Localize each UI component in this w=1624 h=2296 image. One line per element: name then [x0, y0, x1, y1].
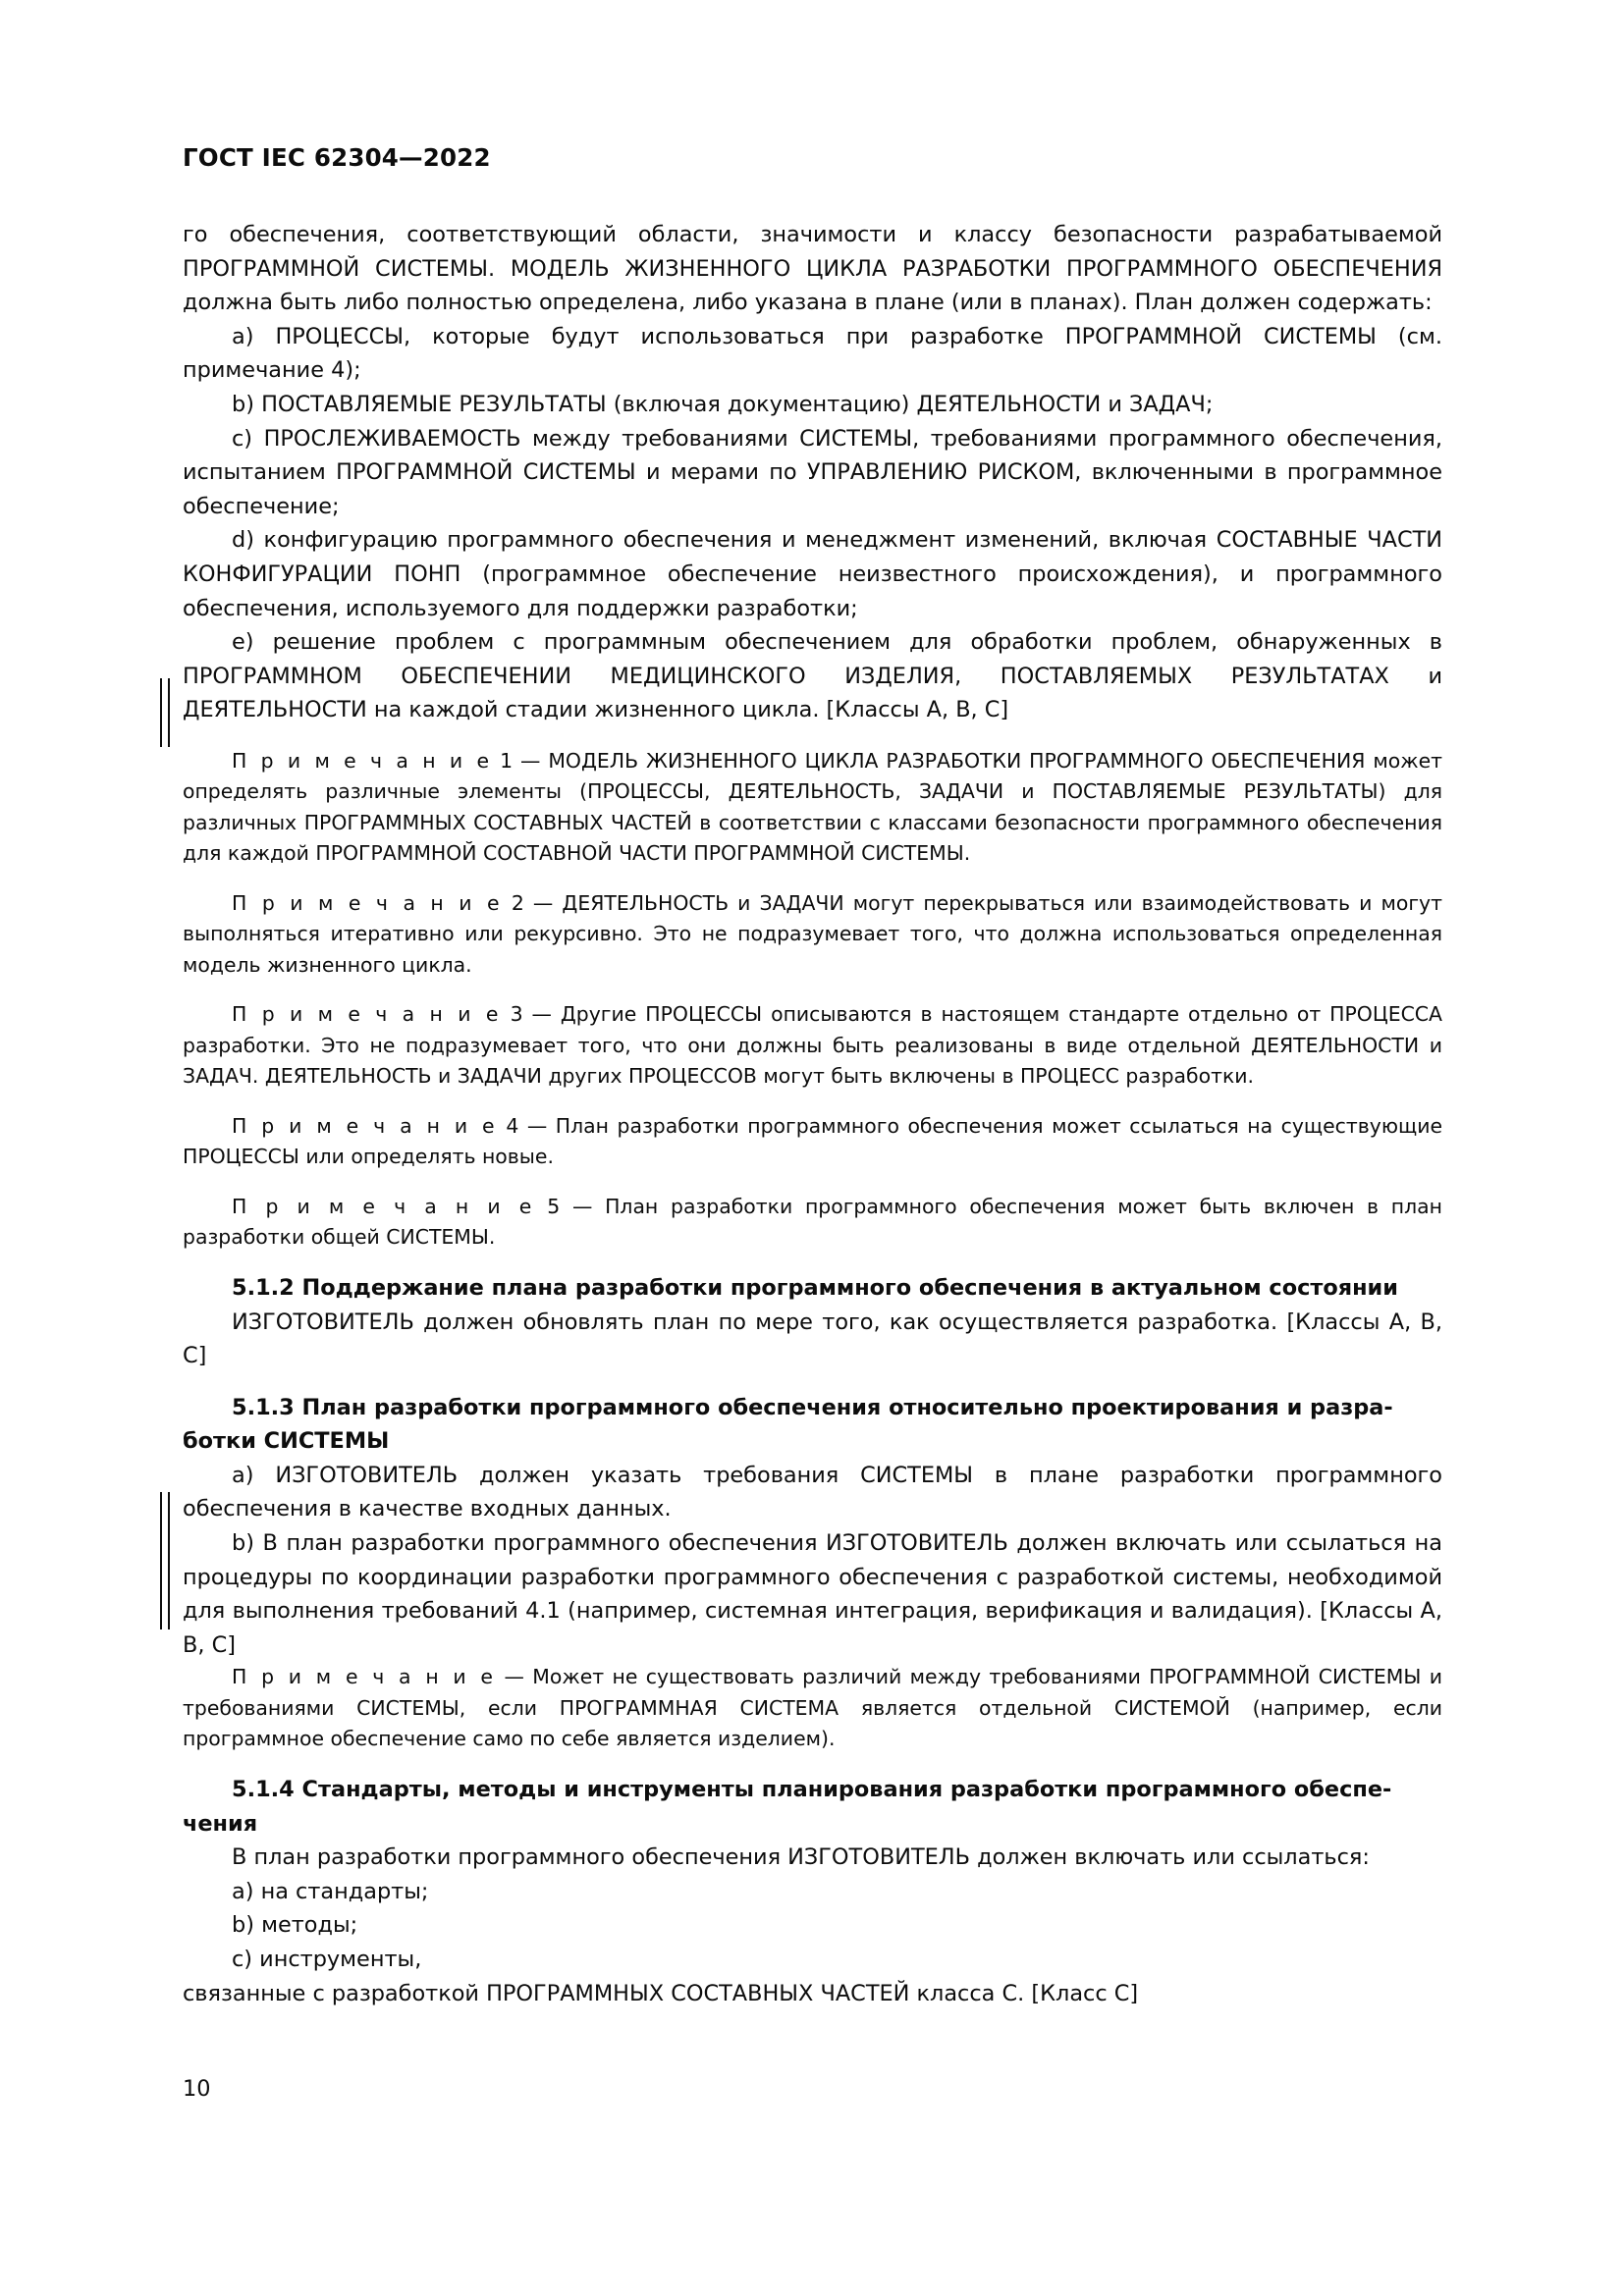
list-item-d: d) конфигурацию программного обеспечения и менеджмент изменений, включая СОСТАВНЫЕ ЧАСТИ КОНФИГУРАЦИИ ПОНП (программное обеспечение неизвестного происхождения), и программного обеспечения, используемого для поддержки разработки; [183, 527, 1442, 621]
heading-5-1-2: 5.1.2 Поддержание плана разработки программного обеспечения в актуальном состоянии [232, 1274, 1398, 1301]
paragraph-5-1-3-a: a) ИЗГОТОВИТЕЛЬ должен указать требования СИСТЕМЫ в плане разработки программного обеспечения в качестве входных данных. [183, 1462, 1442, 1522]
page-header: ГОСТ IEC 62304—2022 [183, 143, 491, 172]
note-5 [183, 1192, 1442, 1254]
note-1-label: П р и м е ч а н и е [232, 748, 493, 773]
note-5-1-3 [183, 1662, 1442, 1755]
heading-5-1-3-line1: 5.1.3 План разработки программного обеспечения относительно проектирования и разра- [232, 1394, 1393, 1420]
heading-5-1-4-line1: 5.1.4 Стандарты, методы и инструменты планирования разработки программного обеспе- [232, 1776, 1392, 1802]
note-3 [183, 999, 1442, 1093]
paragraph-5-1-3-b: b) В план разработки программного обеспечения ИЗГОТОВИТЕЛЬ должен включать или ссылаться на процедуры по координации разработки программного обеспечения с разработкой системы, необходимой для выполнения требований 4.1 (например, системная интеграция, верификация и валидация). [Классы A, B, C] [183, 1530, 1442, 1658]
note-3-label: П р и м е ч а н и е [232, 1002, 502, 1027]
note-1 [183, 746, 1442, 870]
note-5-label: П р и м е ч а н и е [232, 1194, 535, 1218]
list-item-a: a) ПРОЦЕССЫ, которые будут использоваться при разработке ПРОГРАММНОЙ СИСТЕМЫ (см. примечание 4); [183, 323, 1442, 384]
list-item-5-1-4-a: a) на стандарты; [232, 1878, 429, 1904]
list-item-e: e) решение проблем с программным обеспечением для обработки проблем, обнаруженных в ПРОГРАММНОМ ОБЕСПЕЧЕНИИ МЕДИЦИНСКОГО ИЗДЕЛИЯ, ПОСТАВЛЯЕМЫХ РЕЗУЛЬТАТАХ и ДЕЯТЕЛЬНОСТИ на каждой стадии жизненного цикла. [Классы A, B, C] [183, 629, 1442, 723]
note-4 [183, 1111, 1442, 1173]
heading-5-1-3-line2: ботки СИСТЕМЫ [183, 1428, 390, 1455]
change-bar-marker [160, 1492, 170, 1629]
list-item-b: b) ПОСТАВЛЯЕМЫЕ РЕЗУЛЬТАТЫ (включая документацию) ДЕЯТЕЛЬНОСТИ и ЗАДАЧ; [232, 391, 1214, 417]
list-item-5-1-4-c: c) инструменты, [232, 1946, 422, 1972]
page-number: 10 [183, 2076, 211, 2102]
paragraph-5-1-2: ИЗГОТОВИТЕЛЬ должен обновлять план по мере того, как осуществляется разработка. [Классы A, B, C] [183, 1308, 1442, 1369]
page-content [183, 218, 1442, 2010]
list-item-c: c) ПРОСЛЕЖИВАЕМОСТЬ между требованиями СИСТЕМЫ, требованиями программного обеспечения, испытанием ПРОГРАММНОЙ СИСТЕМЫ и мерами по УПРАВЛЕНИЮ РИСКОМ, включенными в программное обеспечение; [183, 425, 1442, 519]
heading-5-1-4-line2: чения [183, 1810, 258, 1837]
paragraph-5-1-4-intro: В план разработки программного обеспечения ИЗГОТОВИТЕЛЬ должен включать или ссылаться: [232, 1844, 1370, 1871]
note-5-1-3-label: П р и м е ч а н и е [232, 1665, 497, 1689]
note-5-1-3-text: — Может не существовать различий между требованиями ПРОГРАММНОЙ СИСТЕМЫ и требованиями СИСТЕМЫ, если ПРОГРАММНАЯ СИСТЕМА является отдельной СИСТЕМОЙ (например, если программное обеспечение само по себе является изделием). [183, 1665, 1443, 1751]
note-3-text: 3 — Другие ПРОЦЕССЫ описываются в настоящем стандарте отдельно от ПРОЦЕССА разработки. Это не подразумевает того, что они должны быть реализованы в виде отдельной ДЕЯТЕЛЬНОСТИ и ЗАДАЧ. ДЕЯТЕЛЬНОСТЬ и ЗАДАЧИ других ПРОЦЕССОВ могут быть включены в ПРОЦЕСС разработки. [183, 1002, 1442, 1089]
note-4-text: 4 — План разработки программного обеспечения может ссылаться на существующие ПРОЦЕССЫ или определять новые. [183, 1113, 1443, 1169]
note-5-text: 5 — План разработки программного обеспечения может быть включен в план разработки общей СИСТЕМЫ. [183, 1194, 1443, 1250]
note-2-label: П р и м е ч а н и е [232, 890, 503, 915]
note-4-label: П р и м е ч а н и е [232, 1113, 498, 1138]
note-2-text: 2 — ДЕЯТЕЛЬНОСТЬ и ЗАДАЧИ могут перекрываться или взаимодействовать и могут выполняться итеративно или рекурсивно. Это не подразумевает того, что должна использоваться определенная модель жизненного цикла. [183, 890, 1442, 977]
note-2 [183, 888, 1442, 982]
paragraph-intro: го обеспечения, соответствующий области, значимости и классу безопасности разрабатываемой ПРОГРАММНОЙ СИСТЕМЫ. МОДЕЛЬ ЖИЗНЕННОГО ЦИКЛА РАЗРАБОТКИ ПРОГРАММНОГО ОБЕСПЕЧЕНИЯ должна быть либо полностью определена, либо указана в плане (или в планах). План должен содержать: [183, 222, 1442, 316]
note-1-text: 1 — МОДЕЛЬ ЖИЗНЕННОГО ЦИКЛА РАЗРАБОТКИ ПРОГРАММНОГО ОБЕСПЕЧЕНИЯ может определять различные элементы (ПРОЦЕССЫ, ДЕЯТЕЛЬНОСТЬ, ЗАДАЧИ и ПОСТАВЛЯЕМЫЕ РЕЗУЛЬТАТЫ) для различных ПРОГРАММНЫХ СОСТАВНЫХ ЧАСТЕЙ в соответствии с классами безопасности программного обеспечения для каждой ПРОГРАММНОЙ СОСТАВНОЙ ЧАСТИ ПРОГРАММНОЙ СИСТЕМЫ. [183, 748, 1443, 866]
list-item-5-1-4-b: b) методы; [232, 1912, 358, 1939]
change-bar-marker [160, 678, 170, 747]
paragraph-5-1-4-tail: связанные с разработкой ПРОГРАММНЫХ СОСТАВНЫХ ЧАСТЕЙ класса C. [Класс C] [183, 1980, 1139, 2006]
